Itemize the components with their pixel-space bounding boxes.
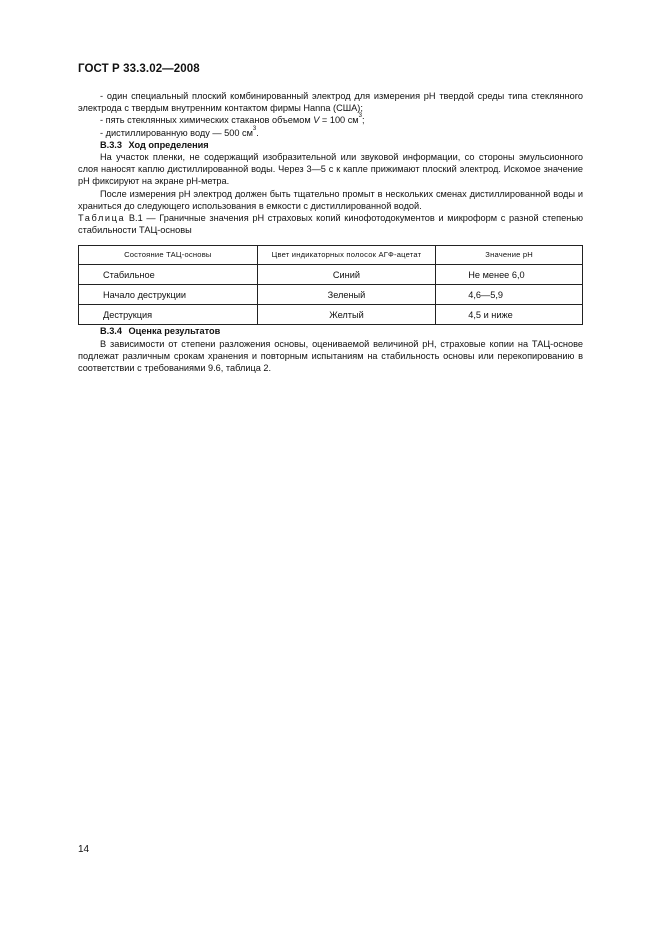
table-cell: Синий <box>257 265 436 285</box>
table-cell: 4,5 и ниже <box>436 305 583 325</box>
paragraph: На участок пленки, не содержащий изобразительной или звуковой информации, со стороны эмульсионного слоя наносят каплю дистиллированной воды. Через 3—5 с к капле прижимают плоский электрод. Искомое значение pH фиксируют на экране pH-метра. <box>78 152 583 187</box>
table-row <box>79 285 583 305</box>
document-header: ГОСТ Р 33.3.02—2008 <box>78 63 200 75</box>
table-cell: Стабильное <box>79 265 258 285</box>
table-cell: Зеленый <box>257 285 436 305</box>
column-header: Цвет индикаторных полосок АГФ-ацетат <box>257 246 436 265</box>
list-item: - один специальный плоский комбинированный электрод для измерения pH твердой среды типа стеклянного электрода с твердым внутренним контактом фирмы Hanna (США); <box>78 91 583 114</box>
table-row <box>79 305 583 325</box>
table-cell: 4,6—5,9 <box>436 285 583 305</box>
table-cell: Начало деструкции <box>79 285 258 305</box>
data-table <box>78 245 583 325</box>
list-item: - дистиллированную воду — 500 $см^3$. <box>100 125 259 138</box>
paragraph: После измерения pH электрод должен быть тщательно промыт в нескольких сменах дистиллированной воды и храниться до следующего использования в емкости с дистиллированной водой. <box>78 188 583 211</box>
paragraph: В зависимости от степени разложения основы, оцениваемой величиной pH, страховые копии на ТАЦ-основе подлежат различным срокам хранения и повторным испытаниям на стабильность основы или перекопированию в соответствии с требованиями 9.6, таблица 2. <box>78 338 583 374</box>
table-cell: Деструкция <box>79 305 258 325</box>
section-heading: В.3.3 Ход определения <box>100 139 209 150</box>
column-header: Значение pH <box>436 246 583 265</box>
table-cell: Не менее 6,0 <box>436 265 583 285</box>
list-item: - пять стеклянных химических стаканов объемом V = 100 $см^3$; <box>100 113 365 126</box>
table-row <box>79 265 583 285</box>
column-header: Состояние ТАЦ-основы <box>79 246 258 265</box>
table-cell: Желтый <box>257 305 436 325</box>
table-caption: Таблица В.1 — Граничные значения pH страховых копий кинофотодокументов и микроформ с разной степенью стабильности ТАЦ-основы <box>78 213 583 236</box>
page-number: 14 <box>78 844 90 855</box>
table-header-row <box>79 246 583 265</box>
section-heading: В.3.4 Оценка результатов <box>100 326 221 337</box>
document-body <box>78 90 583 374</box>
